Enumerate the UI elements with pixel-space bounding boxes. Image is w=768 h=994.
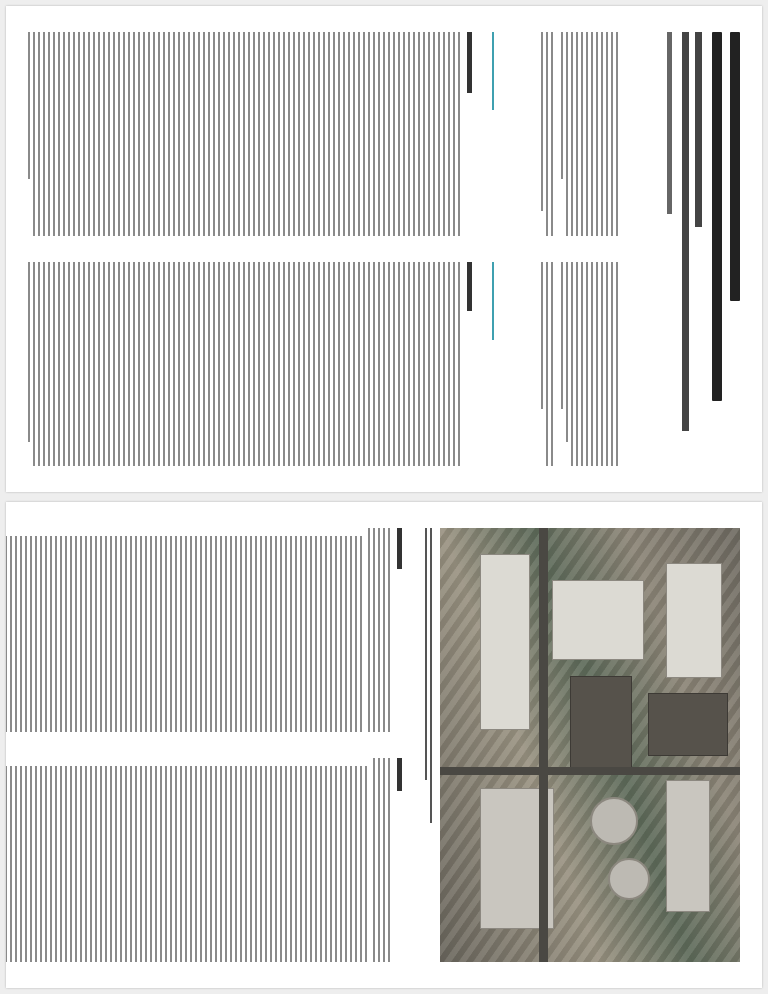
abstract-english bbox=[535, 32, 618, 236]
article-title-line-2 bbox=[712, 32, 722, 401]
introduction-english bbox=[22, 32, 478, 236]
rotated-page-content bbox=[6, 6, 762, 492]
section-heading bbox=[397, 528, 402, 569]
accent-rule-right bbox=[492, 262, 494, 340]
road bbox=[440, 767, 740, 776]
rotated-page-content bbox=[6, 502, 762, 988]
journal-page-upper bbox=[6, 6, 762, 492]
targets-english bbox=[6, 528, 408, 732]
introduction-german bbox=[22, 262, 478, 466]
abstract-german bbox=[535, 262, 618, 466]
storage-silo bbox=[608, 858, 650, 900]
section-heading bbox=[397, 758, 402, 791]
factory-building bbox=[570, 676, 632, 773]
factory-building bbox=[666, 563, 722, 678]
german-title-line-1 bbox=[695, 32, 702, 227]
warehouse bbox=[480, 554, 530, 730]
storage-silo bbox=[590, 797, 638, 845]
road bbox=[539, 528, 548, 962]
section-heading bbox=[467, 32, 472, 93]
accent-rule-left bbox=[492, 32, 494, 110]
german-title-line-2 bbox=[682, 32, 689, 431]
authors-line bbox=[667, 32, 672, 214]
targets-german bbox=[6, 758, 408, 962]
figure-caption bbox=[422, 528, 432, 962]
warehouse bbox=[552, 580, 644, 660]
factory-building bbox=[648, 693, 728, 756]
journal-page-lower bbox=[6, 502, 762, 988]
article-title-line-1 bbox=[730, 32, 740, 301]
factory-building bbox=[666, 780, 710, 912]
section-heading bbox=[467, 262, 472, 311]
aerial-photograph bbox=[440, 528, 740, 962]
article-title-block bbox=[630, 32, 740, 466]
